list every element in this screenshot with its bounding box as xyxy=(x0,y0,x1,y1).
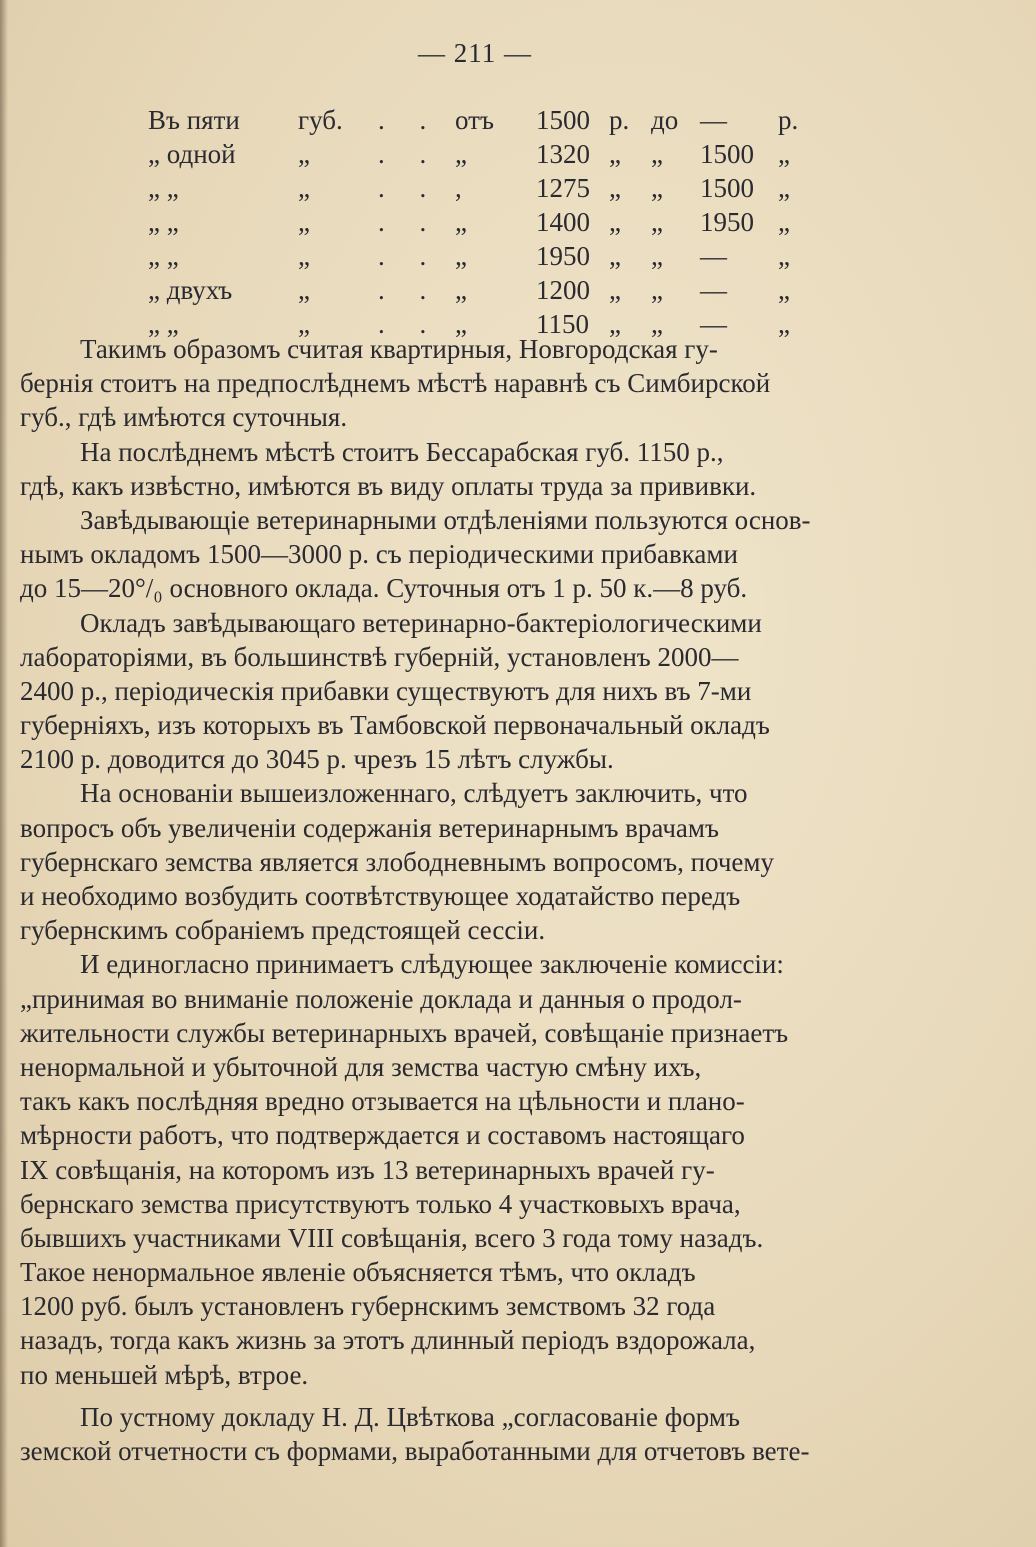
row-guby: „ xyxy=(298,241,310,271)
row-do: „ xyxy=(651,173,663,203)
text-line: такъ какъ послѣдняя вредно отзывается на цѣльности и плано- xyxy=(20,1086,745,1117)
text-line: губернскимъ собраніемъ предстоящей сессіи. xyxy=(20,915,546,946)
row-unit: „ xyxy=(609,139,621,169)
row-unit: „ xyxy=(609,241,621,271)
row-guby: „ xyxy=(298,139,310,169)
row-unit-end: „ xyxy=(778,139,790,169)
row-ot: , xyxy=(455,173,462,203)
row-dots: . . xyxy=(378,207,441,237)
row-to-value: 1500 xyxy=(700,173,754,203)
text-line: бернскаго земства присутствуютъ только 4 участковыхъ врача, xyxy=(20,1188,741,1219)
text-line: губернскаго земства является злободневнымъ вопросомъ, почему xyxy=(20,846,774,877)
row-unit-end: „ xyxy=(778,207,790,237)
text-line: земской отчетности съ формами, выработанными для отчетовъ вете- xyxy=(20,1436,810,1466)
row-to-value: — xyxy=(700,275,727,305)
text-line: назадъ, тогда какъ жизнь за этотъ длинный періодъ вздорожала, xyxy=(20,1325,756,1356)
row-unit-end: „ xyxy=(778,275,790,305)
row-label: „ двухъ xyxy=(148,275,233,305)
row-ot: „ xyxy=(455,241,467,271)
text-line: бывшихъ участниками VIII совѣщанія, всего 3 года тому назадъ. xyxy=(20,1222,764,1253)
row-unit-end: р. xyxy=(778,105,799,135)
row-label: Въ пяти xyxy=(148,105,240,135)
row-ot: „ xyxy=(455,309,467,339)
text-line: мѣрности работъ, что подтверждается и составомъ настоящаго xyxy=(20,1120,745,1151)
row-unit: „ xyxy=(609,173,621,203)
row-dots: . . xyxy=(378,241,441,271)
row-from-value: 1400 xyxy=(536,207,590,237)
row-from-value: 1150 xyxy=(536,309,589,339)
row-from-value: 1275 xyxy=(536,173,590,203)
row-ot: „ xyxy=(455,139,467,169)
row-from-value: 1500 xyxy=(536,105,590,135)
row-to-value: 1500 xyxy=(700,139,754,169)
row-guby: „ xyxy=(298,207,310,237)
row-do: „ xyxy=(651,139,663,169)
row-guby: „ xyxy=(298,275,310,305)
text-line: бернія стоитъ на предпослѣднемъ мѣстѣ наравнѣ съ Симбирской xyxy=(20,368,771,399)
row-do: до xyxy=(651,105,679,135)
row-ot: „ xyxy=(455,275,467,305)
row-unit: „ xyxy=(609,275,621,305)
text-line: по меньшей мѣрѣ, втрое. xyxy=(20,1359,309,1390)
row-unit: „ xyxy=(609,309,621,339)
row-to-value: 1950 xyxy=(700,207,754,237)
table-row xyxy=(0,275,1036,309)
row-ot: отъ xyxy=(455,105,494,135)
text-line: 2100 р. доводится до 3045 р. чрезъ 15 лѣтъ службы. xyxy=(20,744,614,775)
row-from-value: 1950 xyxy=(536,241,590,271)
table-row xyxy=(0,139,1036,173)
row-from-value: 1320 xyxy=(536,139,590,169)
text-line: лабораторіями, въ большинствѣ губерній, установленъ 2000— xyxy=(20,641,739,672)
page-number: — 211 — xyxy=(418,38,532,68)
text-line: жительности службы ветеринарныхъ врачей, совѣщаніе признаетъ xyxy=(20,1017,789,1048)
table-row xyxy=(0,207,1036,241)
row-dots: . . xyxy=(378,139,441,169)
text-line: Завѣдывающіе ветеринарными отдѣленіями пользуются основ- xyxy=(80,504,811,535)
text-line: 1200 руб. былъ установленъ губернскимъ земствомъ 32 года xyxy=(20,1291,716,1322)
row-dots: . . xyxy=(378,275,441,305)
row-guby: „ xyxy=(298,309,310,339)
text-line: На послѣднемъ мѣстѣ стоитъ Бессарабская губ. 1150 р., xyxy=(80,436,724,467)
row-label: „ „ xyxy=(148,309,179,339)
row-label: „ „ xyxy=(148,207,179,237)
text-line: На основаніи вышеизложеннаго, слѣдуетъ заключить, что xyxy=(80,778,748,809)
body-text xyxy=(20,332,920,1468)
row-unit-end: „ xyxy=(778,309,790,339)
text-line: Такое ненормальное явленіе объясняется тѣмъ, что окладъ xyxy=(20,1257,696,1288)
text-line: По устному докладу Н. Д. Цвѣткова „согласованіе формъ xyxy=(80,1401,740,1432)
text-line: ненормальной и убыточной для земства частую смѣну ихъ, xyxy=(20,1051,702,1082)
text-line: И единогласно принимаетъ слѣдующее заключеніе комиссіи: xyxy=(80,949,784,980)
text-line: вопросъ объ увеличеніи содержанія ветеринарнымъ врачамъ xyxy=(20,812,719,843)
row-guby: губ. xyxy=(298,105,343,135)
row-do: „ xyxy=(651,275,663,305)
row-to-value: — xyxy=(700,105,727,135)
text-line: нымъ окладомъ 1500—3000 р. съ періодическими прибавками xyxy=(20,539,738,570)
text-line: 2400 р., періодическія прибавки существуютъ для нихъ въ 7-ми xyxy=(20,675,752,706)
row-dots: . . xyxy=(378,105,441,135)
row-label: „ „ xyxy=(148,241,179,271)
table-row xyxy=(0,241,1036,275)
text-line: губ., гдѣ имѣются суточныя. xyxy=(20,402,348,433)
paragraph-gap xyxy=(20,1392,920,1400)
table-row xyxy=(0,173,1036,207)
row-do: „ xyxy=(651,309,663,339)
row-unit: „ xyxy=(609,207,621,237)
text-line: до 15—20°/₀ основного оклада. Суточныя отъ 1 р. 50 к.—8 руб. xyxy=(20,573,748,604)
row-to-value: — xyxy=(700,309,727,339)
row-label: „ одной xyxy=(148,139,236,169)
row-label: „ „ xyxy=(148,173,179,203)
text-line: губерніяхъ, изъ которыхъ въ Тамбовской первоначальный окладъ xyxy=(20,710,770,741)
row-ot: „ xyxy=(455,207,467,237)
row-do: „ xyxy=(651,207,663,237)
row-guby: „ xyxy=(298,173,310,203)
text-line: IX совѣщанія, на которомъ изъ 13 ветеринарныхъ врачей гу- xyxy=(20,1154,715,1185)
text-line: гдѣ, какъ извѣстно, имѣются въ виду оплаты труда за прививки. xyxy=(20,470,757,501)
salary-table xyxy=(0,105,1036,343)
row-do: „ xyxy=(651,241,663,271)
text-line: Окладъ завѣдывающаго ветеринарно-бактеріологическими xyxy=(80,607,762,638)
row-unit-end: „ xyxy=(778,241,790,271)
text-line: Такимъ образомъ считая квартирныя, Новгородская гу- xyxy=(80,334,718,364)
row-unit-end: „ xyxy=(778,173,790,203)
row-dots: . . xyxy=(378,309,441,339)
text-line: „принимая во вниманіе положеніе доклада и данныя о продол- xyxy=(20,983,742,1014)
row-to-value: — xyxy=(700,241,727,271)
table-row xyxy=(0,105,1036,139)
row-from-value: 1200 xyxy=(536,275,590,305)
text-line: и необходимо возбудить соотвѣтствующее ходатайство передъ xyxy=(20,881,741,911)
row-dots: . . xyxy=(378,173,441,203)
row-unit: р. xyxy=(609,105,630,135)
